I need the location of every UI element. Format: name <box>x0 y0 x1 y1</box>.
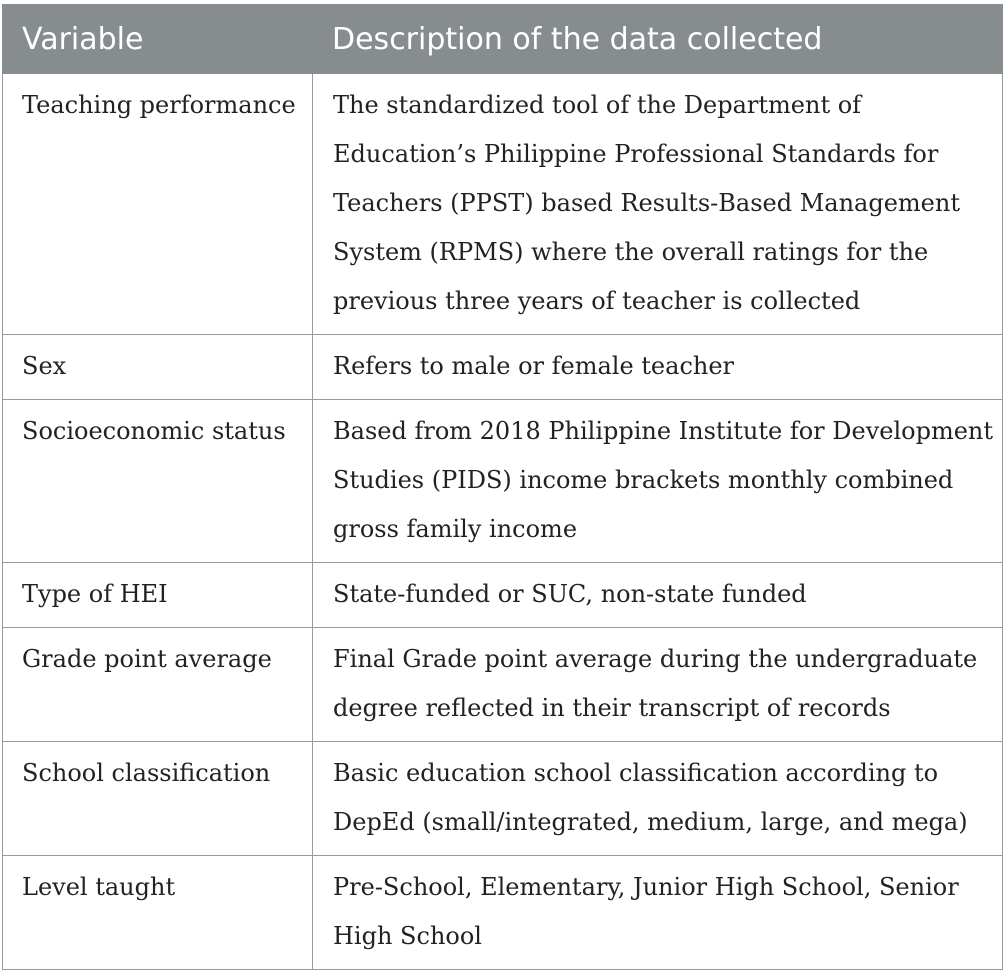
header-row <box>3 5 1003 74</box>
cell-description: Final Grade point average during the undergraduate degree reflected in their transcript of records <box>313 628 1003 742</box>
cell-variable: Grade point average <box>3 628 313 742</box>
header-variable: Variable <box>3 5 313 74</box>
table-row <box>3 74 1003 335</box>
variables-table <box>2 4 1003 970</box>
cell-description: The standardized tool of the Department of Education’s Philippine Professional Standards for Teachers (PPST) based Results-Based Management System (RPMS) where the overall ratings for the previous three years of teacher is collected <box>313 74 1003 335</box>
table-header <box>3 5 1003 74</box>
cell-description: Based from 2018 Philippine Institute for Development Studies (PIDS) income brackets monthly combined gross family income <box>313 400 1003 563</box>
table-row <box>3 628 1003 742</box>
table-row <box>3 563 1003 628</box>
table-row <box>3 856 1003 970</box>
cell-variable: School classification <box>3 742 313 856</box>
header-description: Description of the data collected <box>313 5 1003 74</box>
cell-variable: Type of HEI <box>3 563 313 628</box>
cell-variable: Sex <box>3 335 313 400</box>
cell-description: Refers to male or female teacher <box>313 335 1003 400</box>
table-row <box>3 742 1003 856</box>
cell-variable: Level taught <box>3 856 313 970</box>
table-body <box>3 74 1003 970</box>
cell-variable: Socioeconomic status <box>3 400 313 563</box>
table-row <box>3 400 1003 563</box>
table-row <box>3 335 1003 400</box>
cell-variable: Teaching performance <box>3 74 313 335</box>
cell-description: Pre-School, Elementary, Junior High School, Senior High School <box>313 856 1003 970</box>
cell-description: State-funded or SUC, non-state funded <box>313 563 1003 628</box>
cell-description: Basic education school classification according to DepEd (small/integrated, medium, large, and mega) <box>313 742 1003 856</box>
